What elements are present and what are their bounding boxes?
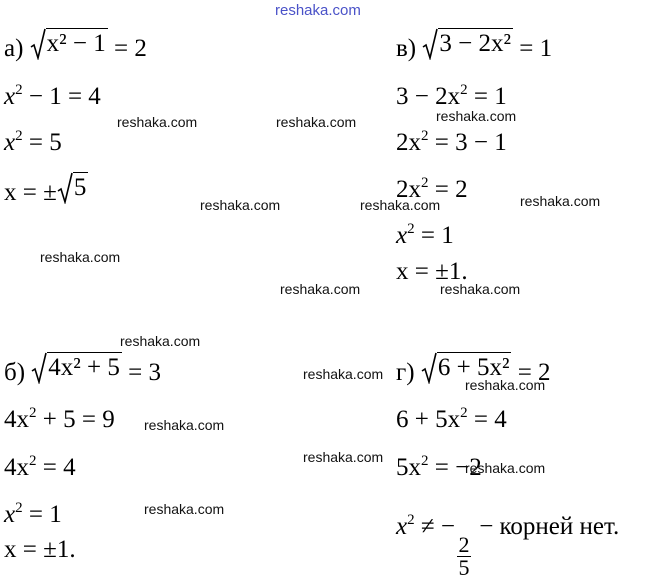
step-g-3: $x^2$ ≠ − $\frac{2}{5}$ − корней нет. — [396, 512, 620, 580]
watermark: reshaka.com — [40, 249, 121, 265]
watermark: reshaka.com — [276, 114, 357, 130]
radicand-a: x² − 1 — [46, 28, 108, 60]
sqrt-b — [31, 352, 122, 384]
radical-sign-icon — [57, 172, 73, 204]
step-b-2: $4x^2 = 4$ — [4, 453, 76, 481]
part-label-g: г) — [396, 359, 415, 386]
radicand-v: 3 − 2x² — [438, 28, 513, 60]
step-v-4: $x^2 = 1$ — [396, 221, 454, 249]
watermark: reshaka.com — [144, 501, 225, 517]
part-label-a: а) — [4, 35, 24, 62]
part-label-b: б) — [4, 359, 26, 386]
watermark: reshaka.com — [144, 417, 225, 433]
watermark: reshaka.com — [465, 460, 546, 476]
step-v-5: x = ±1. — [396, 258, 468, 285]
step-b-3: $x^2 = 1$ — [4, 500, 62, 528]
eq-a-header — [4, 28, 147, 64]
watermark: reshaka.com — [117, 114, 198, 130]
watermark: reshaka.com — [440, 281, 521, 297]
part-label-v: в) — [396, 35, 417, 62]
radical-sign-icon — [421, 352, 437, 384]
watermark: reshaka.com — [120, 333, 201, 349]
radical-sign-icon — [30, 28, 46, 60]
step-g-1: $6 + 5x^2 = 4$ — [396, 405, 507, 433]
watermark: reshaka.com — [520, 193, 601, 209]
watermark: reshaka.com — [465, 377, 546, 393]
watermark: reshaka.com — [303, 449, 384, 465]
step-a-2: $x^2 = 5$ — [4, 128, 62, 156]
fraction-2-5: $\frac{2}{5}$ — [458, 532, 470, 580]
rhs-v: = 1 — [519, 35, 553, 62]
eq-v-header — [396, 28, 552, 64]
step-v-3: $2x^2 = 2$ — [396, 175, 468, 203]
watermark-top: reshaka.com — [275, 2, 361, 19]
watermark: reshaka.com — [436, 108, 517, 124]
radicand-b: 4x² + 5 — [47, 352, 122, 384]
rhs-a: = 2 — [114, 35, 147, 62]
watermark: reshaka.com — [200, 197, 281, 213]
watermark: reshaka.com — [360, 197, 441, 213]
step-b-4: x = ±1. — [4, 536, 76, 563]
sqrt-a-result: 5 — [57, 172, 89, 204]
step-a-1: $x^2 - 1 = 4$ — [4, 82, 101, 110]
watermark: reshaka.com — [280, 281, 361, 297]
radicand-g: 6 + 5x² — [437, 352, 512, 384]
step-b-1: $4x^2 + 5 = 9$ — [4, 405, 115, 433]
radical-sign-icon — [31, 352, 47, 384]
rhs-g: = 2 — [517, 359, 551, 386]
sqrt-a — [30, 28, 108, 60]
step-v-1: $3 - 2x^2 = 1$ — [396, 82, 507, 110]
step-a-3: x = ± 5 — [4, 174, 87, 206]
radical-sign-icon — [422, 28, 438, 60]
sqrt-v — [422, 28, 513, 60]
step-g-2: $5x^2 = -2$ — [396, 453, 482, 481]
watermark: reshaka.com — [303, 366, 384, 382]
rhs-b: = 3 — [128, 359, 162, 386]
eq-b-header — [4, 352, 161, 388]
step-v-2: $2x^2 = 3 - 1$ — [396, 128, 507, 156]
